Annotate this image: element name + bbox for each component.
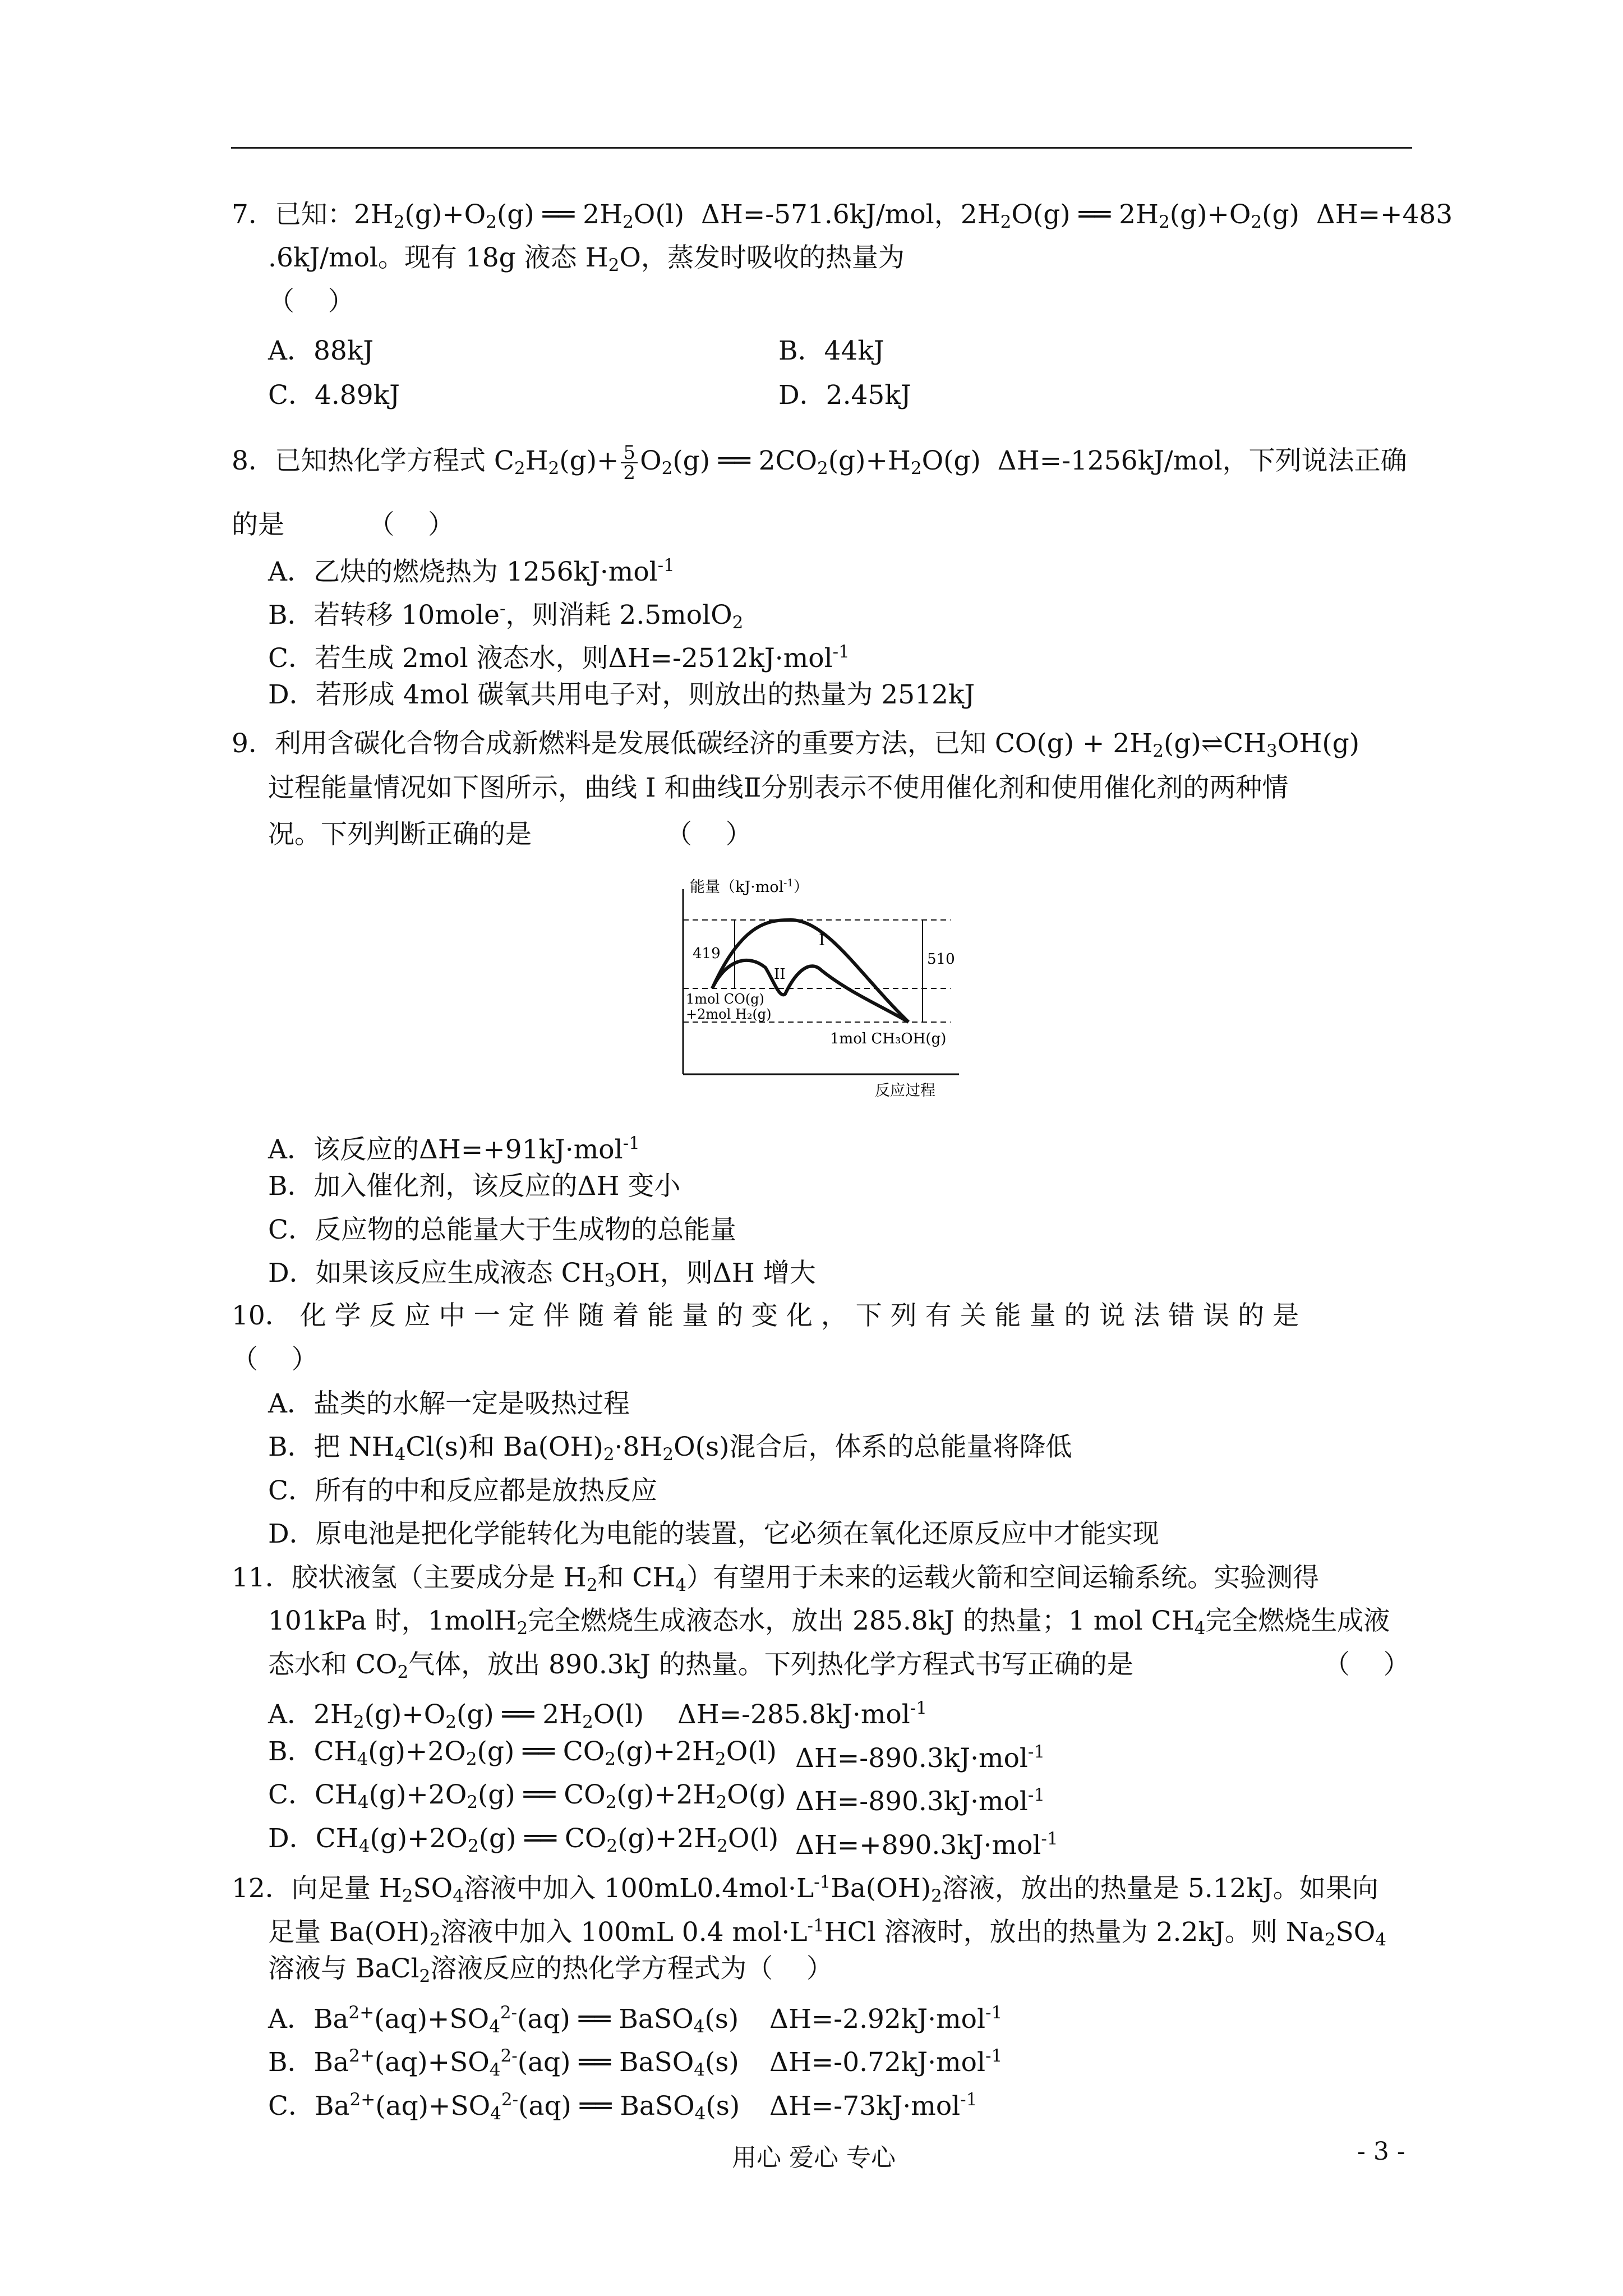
q11-line2: 101kPa 时，1molH$_2$完全燃烧生成液态水，放出 285.8kJ 的热量；1 mol $CH_4$完全燃烧生成液 <box>268 1605 1390 1639</box>
q12-line1: 12．向足量 $H_2SO_4$溶液中加入 $100mL0.4mol\cdot L^{-1}Ba(OH)_2$溶液，放出的热量是 5.12kJ。如果向 <box>232 1872 1378 1906</box>
q9-option-b: B．加入催化剂，该反应的ΔH 变小 <box>268 1171 681 1202</box>
q11-option-c-dh: ΔH=-890.3kJ·mol$^{-1}$ <box>795 1785 1045 1818</box>
q10-option-a: A．盐类的水解一定是吸热过程 <box>268 1388 630 1419</box>
q8-line1: 8．已知热化学方程式 $C_2H_2(g)+$ $\frac{5}{2}$ $O_2(g)$ ══ $2CO_2(g)+H_2O(g)$ ΔH=-1256kJ/mol，下列说法正确 <box>232 441 1407 484</box>
q12-option-c: C．$Ba^{2+}(aq)+SO_4^{2-}(aq)$ ══ BaSO$_4$(s) <box>268 2090 740 2124</box>
fraction-5-2: $\frac{5}{2}$ <box>621 443 638 482</box>
footer-motto: 用心 爱心 专心 <box>732 2143 896 2172</box>
page-number: - 3 - <box>1357 2137 1405 2166</box>
product-label: 1mol CH₃OH(g) <box>830 1030 947 1047</box>
q8-option-c: C．若生成 2mol 液态水，则ΔH=-2512kJ·mol$^{-1}$ <box>268 642 850 674</box>
q12-option-a-dh: ΔH=-2.92kJ·mol$^{-1}$ <box>769 2003 1003 2035</box>
q9-line2: 过程能量情况如下图所示，曲线 I 和曲线Ⅱ分别表示不使用催化剂和使用催化剂的两种情 <box>268 772 1289 803</box>
q8-option-a: A．乙炔的燃烧热为 1256kJ·mol$^{-1}$ <box>268 555 675 588</box>
q10-line1: 10． 化 学 反 应 中 一 定 伴 随 着 能 量 的 变 化 ， 下 列 有 关 能 量 的 说 法 错 误 的 是 <box>232 1300 1299 1331</box>
q12-line3: 溶液与 BaCl$_2$溶液反应的热化学方程式为（ ） <box>268 1953 833 1986</box>
q7-line1: 7．已知：$2H_2(g)+O_2(g)$ ══ $2H_2O(l)$ ΔH=-571.6kJ/mol，$2H_2O(g)$ ══ $2H_2(g)+O_2(g)$ ΔH=+483 <box>232 199 1453 232</box>
label-510: 510 <box>927 951 955 968</box>
header-rule <box>231 147 1412 149</box>
reactant-label-1: 1mol CO(g) <box>686 991 764 1007</box>
label-curve-I: I <box>819 931 826 949</box>
q12-option-c-dh: ΔH=-73kJ·mol$^{-1}$ <box>769 2090 978 2122</box>
q11-option-d-dh: ΔH=+890.3kJ·mol$^{-1}$ <box>795 1829 1058 1861</box>
q11-line1: 11．胶状液氢（主要成分是 $H_2$和 $CH_4$）有望用于未来的运载火箭和空间运输系统。实验测得 <box>232 1562 1320 1595</box>
x-axis-label: 反应过程 <box>875 1082 935 1099</box>
q7-option-a: A．88kJ <box>268 335 374 366</box>
reactant-label-2: +2mol H₂(g) <box>686 1006 772 1022</box>
q11-option-c: C．$CH_4(g)+2O_2(g)$ ══ $CO_2(g)+2H_2O(g)$ <box>268 1779 786 1812</box>
q12-option-a: A．$Ba^{2+}(aq)+SO_4^{2-}(aq)$ ══ BaSO$_4$(s) <box>268 2003 739 2037</box>
q12-line2: 足量 $Ba(OH)_2$溶液中加入 100mL 0.4 $mol\cdot L^{-1}HCl$ 溶液时，放出的热量为 2.2kJ。则 $Na_2SO_4$ <box>268 1916 1386 1950</box>
q7-line3: （ ） <box>268 286 354 317</box>
q11-line3: 态水和 $CO_2$气体，放出 890.3kJ 的热量。下列热化学方程式书写正确的是 <box>268 1649 1133 1682</box>
q8-option-d: D．若形成 4mol 碳氧共用电子对，则放出的热量为 2512kJ <box>268 679 975 710</box>
q11-paren: （ ） <box>1324 1649 1410 1680</box>
energy-diagram <box>659 875 973 1116</box>
q7-line2: .6kJ/mol。现有 18g 液态 $H_2O$，蒸发时吸收的热量为 <box>268 242 905 275</box>
q8-line2: 的是 （ ） <box>232 509 455 540</box>
q8-option-b: B．若转移 10mole-，则消耗 2.5molO$_2$ <box>268 599 744 633</box>
q9-option-c: C．反应物的总能量大于生成物的总能量 <box>268 1214 736 1245</box>
q7-option-c: C．4.89kJ <box>268 380 400 411</box>
q7-option-b: B．44kJ <box>778 335 884 366</box>
q9-line3: 况。下列判断正确的是 （ ） <box>268 819 752 850</box>
q12-option-b-dh: ΔH=-0.72kJ·mol$^{-1}$ <box>769 2046 1003 2078</box>
y-axis-label: 能量（kJ·mol$^{-1}$） <box>690 877 809 896</box>
q11-option-b-dh: ΔH=-890.3kJ·mol$^{-1}$ <box>795 1742 1045 1774</box>
q10-option-b: B．把 $NH_4Cl(s)$和 $Ba(OH)_2\cdot 8H_2O(s)$混合后，体系的总能量将降低 <box>268 1432 1072 1465</box>
label-curve-II: II <box>774 966 786 983</box>
q10-option-c: C．所有的中和反应都是放热反应 <box>268 1475 657 1506</box>
label-419: 419 <box>693 945 721 962</box>
q10-option-d: D．原电池是把化学能转化为电能的装置，它必须在氧化还原反应中才能实现 <box>268 1519 1159 1549</box>
q9-line1: 9．利用含碳化合物合成新燃料是发展低碳经济的重要方法，已知 $CO(g) + 2H_2(g)\rightleftharpoons CH_3OH(g)$ <box>232 728 1360 761</box>
q11-option-b: B．$CH_4(g)+2O_2(g)$ ══ $CO_2(g)+2H_2O(l)$ <box>268 1736 777 1769</box>
q12-option-b: B．$Ba^{2+}(aq)+SO_4^{2-}(aq)$ ══ BaSO$_4$(s) <box>268 2046 739 2080</box>
q7-option-d: D．2.45kJ <box>778 380 911 411</box>
q9-option-a: A．该反应的ΔH=+91kJ·mol$^{-1}$ <box>268 1133 640 1166</box>
q11-option-d: D．$CH_4(g)+2O_2(g)$ ══ $CO_2(g)+2H_2O(l)$ <box>268 1823 779 1856</box>
q9-option-d: D．如果该反应生成液态 $CH_3OH$，则ΔH 增大 <box>268 1258 816 1291</box>
q10-line2: （ ） <box>232 1344 318 1375</box>
q11-option-a: A．$2H_2(g)+O_2(g)$ ══ $2H_2O(l)$ ΔH=-285.8kJ·mol$^{-1}$ <box>268 1698 927 1732</box>
